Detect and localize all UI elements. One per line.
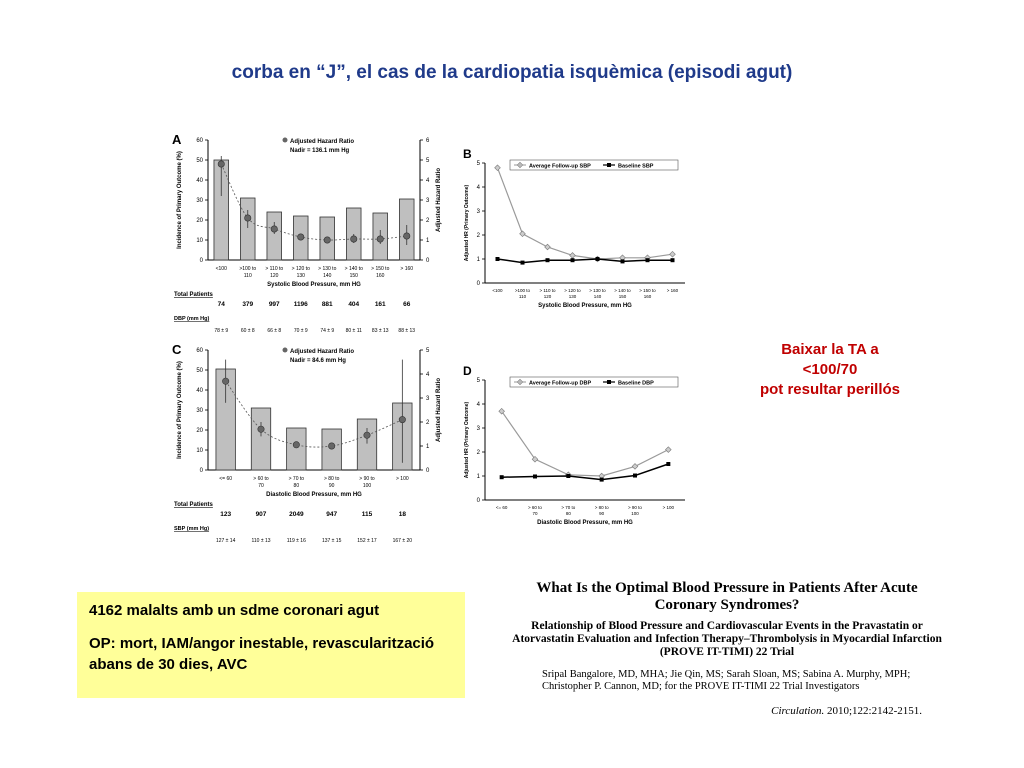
total-patients-value: 161 [374, 301, 386, 308]
y-tick-label: 3 [476, 426, 480, 432]
x-tick-label-cont: 140 [323, 273, 332, 279]
paper-authors: Sripal Bangalore, MD, MHA; Jie Qin, MS; Sarah Sloan, MS; Sabina A. Murphy, MPH; Christopher P. Cannon, MD; for the PROVE IT-TIMI 22 Trial Investigators [542, 669, 911, 692]
y-tick-label: 4 [476, 185, 480, 191]
paper-header [512, 580, 942, 717]
x-tick-label: > 80 to [323, 476, 340, 482]
series-followup-point [632, 464, 638, 470]
total-patients-value: 1196 [293, 301, 308, 308]
y-tick-label: 60 [196, 138, 203, 144]
legend-label-baseline: Baseline SBP [618, 163, 654, 170]
chart-panel-a [170, 128, 445, 340]
series-followup-point [495, 165, 501, 171]
total-patients-value: 907 [255, 511, 267, 518]
total-patients-value: 404 [348, 301, 360, 308]
y2-tick-label: 4 [426, 178, 430, 184]
series-baseline-point [533, 474, 537, 478]
total-patients-value: 66 [403, 301, 411, 308]
x-tick-label-cont: 160 [376, 273, 385, 279]
total-patients-value: 947 [326, 511, 338, 518]
paper-subtitle: Relationship of Blood Pressure and Cardiovascular Events in the Pravastatin or Atorvastatin Evaluation and Infection Therapy–Thrombolysis in Myocardial Infarction (PROVE IT-TIMI) 22 Trial [512, 620, 942, 658]
hr-point [298, 234, 304, 240]
x-tick-label-cont: 110 [243, 273, 252, 279]
summary-patients: 4162 malalts amb un sdme coronari agut [89, 602, 380, 619]
y-tick-label: 0 [199, 468, 203, 474]
y-tick-label: 30 [196, 408, 203, 414]
paper-citation [512, 705, 942, 717]
note-line-2: <100/70 [802, 361, 858, 378]
bar [287, 428, 306, 470]
y2-tick-label: 4 [426, 372, 430, 378]
x-tick-label: > 160 [400, 266, 414, 272]
total-patients-value: 881 [321, 301, 333, 308]
extra-row-label: SBP (mm Hg) [174, 526, 210, 532]
x-axis-label: Systolic Blood Pressure, mm HG [538, 303, 632, 309]
extra-row-value: 78 ± 9 [214, 328, 229, 334]
x-tick-label: > 120 to [291, 266, 310, 272]
chart-panel-d [457, 362, 697, 534]
total-patients-value: 123 [220, 511, 232, 518]
x-tick-label: > 60 to [253, 476, 269, 482]
y-tick-label: 30 [196, 198, 203, 204]
series-baseline-point [671, 258, 675, 262]
x-tick-label-cont: 120 [270, 273, 279, 279]
total-patients-value: 18 [398, 511, 406, 518]
x-tick-label-cont: 90 [599, 511, 605, 516]
y-axis-label: Adjusted HR (Primary Outcome) [464, 184, 470, 262]
x-tick-label: <100 [215, 266, 227, 272]
y-tick-label: 0 [476, 498, 480, 504]
x-tick-label: > 100 [396, 476, 409, 482]
y2-tick-label: 0 [426, 468, 430, 474]
y2-tick-label: 0 [426, 258, 430, 264]
series-baseline-line [502, 464, 669, 480]
y-tick-label: 10 [196, 238, 203, 244]
nadir-label: Nadir = 136.1 mm Hg [290, 148, 350, 154]
y-tick-label: 1 [476, 257, 480, 263]
hr-point [245, 215, 251, 221]
y-tick-label: 50 [196, 158, 203, 164]
warning-note [730, 340, 930, 400]
paper-journal: Circulation. [771, 705, 825, 717]
x-tick-label: > 90 to [359, 476, 375, 482]
slide-title: corba en “J”, el cas de la cardiopatia isquèmica (episodi agut) [231, 62, 793, 83]
extra-row-value: 66 ± 8 [267, 328, 282, 334]
x-tick-label-cont: 120 [543, 294, 552, 299]
y-tick-label: 2 [476, 233, 480, 239]
y2-tick-label: 1 [426, 444, 430, 450]
y-axis-label: Incidence of Primary Outcome (%) [177, 361, 183, 459]
extra-row-value: 110 ± 13 [251, 538, 271, 544]
extra-row-value: 137 ± 15 [321, 538, 342, 544]
total-patients-value: 997 [268, 301, 280, 308]
series-baseline-point [633, 474, 637, 478]
x-tick-label: > 110 to [265, 266, 284, 272]
extra-row-value: 83 ± 13 [371, 328, 389, 334]
x-tick-label-cont: 100 [362, 483, 372, 489]
note-line-3: pot resultar perillós [759, 381, 901, 398]
legend-label: Adjusted Hazard Ratio [290, 139, 355, 145]
bar [267, 212, 282, 260]
x-tick-label: > 160 [666, 288, 679, 293]
legend-marker [283, 138, 288, 143]
extra-row-value: 60 ± 8 [240, 328, 255, 334]
y-tick-label: 5 [476, 378, 480, 384]
chart-panel-c [170, 338, 445, 550]
total-patients-label: Total Patients [174, 292, 213, 298]
x-tick-label-cont: 140 [593, 294, 602, 299]
x-tick-label: > 100 [662, 505, 675, 510]
y-tick-label: 2 [476, 450, 480, 456]
x-tick-label: > 90 to [628, 505, 642, 510]
extra-row-value: 88 ± 13 [398, 328, 416, 334]
total-patients-value: 74 [217, 301, 225, 308]
y-tick-label: 10 [196, 448, 203, 454]
legend-marker [283, 348, 288, 353]
y-tick-label: 60 [196, 348, 203, 354]
y-tick-label: 5 [476, 161, 480, 167]
x-tick-label: > 130 to [589, 288, 606, 293]
hr-point [404, 233, 410, 239]
x-tick-label: > 150 to [371, 266, 390, 272]
hr-point [399, 416, 405, 422]
legend-label-followup: Average Follow-up DBP [529, 380, 592, 387]
extra-row-value: 70 ± 9 [293, 328, 308, 334]
y2-tick-label: 1 [426, 238, 430, 244]
paper-citation-detail: 2010;122:2142-2151. [826, 705, 922, 717]
x-tick-label-cont: 90 [328, 483, 335, 489]
y2-tick-label: 3 [426, 396, 430, 402]
hr-point [271, 226, 277, 232]
hr-point [328, 443, 334, 449]
y-axis-label: Incidence of Primary Outcome (%) [177, 151, 183, 249]
y-tick-label: 50 [196, 368, 203, 374]
extra-row-value: 127 ± 14 [215, 538, 236, 544]
y2-axis-label: Adjusted Hazard Ratio [436, 167, 442, 233]
series-baseline-point [500, 475, 504, 479]
bar [240, 198, 255, 260]
bar [251, 408, 270, 470]
total-patients-value: 2049 [289, 511, 304, 518]
x-axis-label: Diastolic Blood Pressure, mm HG [537, 520, 633, 526]
x-tick-label-cont: 130 [296, 273, 305, 279]
nadir-label: Nadir = 84.6 mm Hg [290, 358, 346, 364]
paper-title: What Is the Optimal Blood Pressure in Patients After Acute Coronary Syndromes? [536, 580, 918, 613]
y2-axis-label: Adjusted Hazard Ratio [436, 377, 442, 443]
series-baseline-point [646, 258, 650, 262]
extra-row-label: DBP (mm Hg) [174, 316, 210, 322]
y-tick-label: 0 [199, 258, 203, 264]
panel-letter: A [172, 132, 182, 147]
panel-letter: B [463, 147, 472, 161]
x-tick-label: > 150 to [639, 288, 656, 293]
series-baseline-point [596, 257, 600, 261]
hr-point [222, 378, 228, 384]
note-line-1: Baixar la TA a [781, 341, 879, 358]
series-followup-point [520, 231, 526, 237]
x-tick-label: > 140 to [614, 288, 631, 293]
x-tick-label: <= 60 [219, 476, 233, 482]
x-tick-label: > 80 to [594, 505, 609, 510]
x-tick-label: <= 60 [495, 505, 508, 510]
hr-point [293, 442, 299, 448]
x-tick-label-cont: 70 [532, 511, 538, 516]
x-tick-label: > 60 to [528, 505, 542, 510]
x-tick-label: >100 to [239, 266, 257, 272]
extra-row-value: 74 ± 9 [320, 328, 335, 334]
x-tick-label: > 110 to [539, 288, 556, 293]
y2-tick-label: 5 [426, 348, 430, 354]
x-tick-label: <100 [492, 288, 503, 293]
x-axis-label: Diastolic Blood Pressure, mm HG [266, 492, 362, 498]
y-tick-label: 20 [196, 428, 203, 434]
total-patients-value: 115 [361, 511, 373, 518]
series-followup-point [670, 251, 676, 257]
series-baseline-point [600, 478, 604, 482]
series-followup-point [545, 244, 551, 250]
x-axis-label: Systolic Blood Pressure, mm HG [267, 282, 361, 288]
x-tick-label-cont: 130 [568, 294, 577, 299]
x-tick-label-cont: 80 [293, 483, 300, 489]
study-summary-box [77, 592, 465, 698]
extra-row-value: 80 ± 11 [345, 328, 362, 334]
series-followup-point [666, 447, 672, 453]
y-tick-label: 1 [476, 474, 480, 480]
hr-point [364, 432, 370, 438]
panel-letter: C [172, 342, 182, 357]
chart-panel-b [457, 145, 697, 317]
summary-outcome: OP: mort, IAM/angor inestable, revascularització abans de 30 dies, AVC [89, 635, 435, 673]
x-tick-label-cont: 150 [349, 273, 358, 279]
legend-marker-baseline [607, 163, 611, 167]
series-baseline-point [621, 259, 625, 263]
total-patients-value: 379 [242, 301, 254, 308]
hr-point [377, 236, 383, 242]
x-tick-label: > 120 to [564, 288, 581, 293]
x-tick-label: > 130 to [318, 266, 337, 272]
series-baseline-point [666, 462, 670, 466]
hr-point [218, 161, 224, 167]
series-baseline-point [546, 258, 550, 262]
y2-tick-label: 5 [426, 158, 430, 164]
y2-tick-label: 2 [426, 218, 430, 224]
x-tick-label-cont: 150 [618, 294, 627, 299]
extra-row-value: 167 ± 20 [392, 538, 413, 544]
hr-point [324, 237, 330, 243]
panel-letter: D [463, 364, 472, 378]
x-tick-label: >100 to [514, 288, 531, 293]
x-tick-label-cont: 70 [258, 483, 264, 489]
legend-label-followup: Average Follow-up SBP [529, 163, 591, 170]
y-tick-label: 3 [476, 209, 480, 215]
y-axis-label: Adjusted HR (Primary Outcome) [464, 401, 470, 479]
legend-label-baseline: Baseline DBP [618, 380, 654, 387]
bar [357, 419, 376, 470]
y2-tick-label: 2 [426, 420, 430, 426]
y2-tick-label: 3 [426, 198, 430, 204]
total-patients-label: Total Patients [174, 502, 213, 508]
x-tick-label: > 140 to [344, 266, 363, 272]
y-tick-label: 40 [196, 388, 203, 394]
y-tick-label: 4 [476, 402, 480, 408]
y-tick-label: 40 [196, 178, 203, 184]
hr-point [351, 236, 357, 242]
series-followup-line [502, 411, 669, 476]
extra-row-value: 152 ± 17 [357, 538, 377, 544]
series-followup-line [498, 168, 673, 259]
x-tick-label-cont: 110 [518, 294, 527, 299]
series-baseline-point [566, 474, 570, 478]
x-tick-label-cont: 80 [565, 511, 571, 516]
legend-marker-baseline [607, 380, 611, 384]
extra-row-value: 119 ± 16 [286, 538, 306, 544]
y-tick-label: 20 [196, 218, 203, 224]
hr-point [258, 426, 264, 432]
y-tick-label: 0 [476, 281, 480, 287]
x-tick-label: > 70 to [561, 505, 576, 510]
y2-tick-label: 6 [426, 138, 430, 144]
series-followup-point [570, 253, 576, 259]
series-baseline-point [496, 257, 500, 261]
legend-label: Adjusted Hazard Ratio [290, 349, 355, 355]
x-tick-label-cont: 100 [631, 511, 639, 516]
series-baseline-point [571, 258, 575, 262]
x-tick-label: > 70 to [288, 476, 305, 482]
series-baseline-point [521, 261, 525, 265]
x-tick-label-cont: 160 [643, 294, 652, 299]
